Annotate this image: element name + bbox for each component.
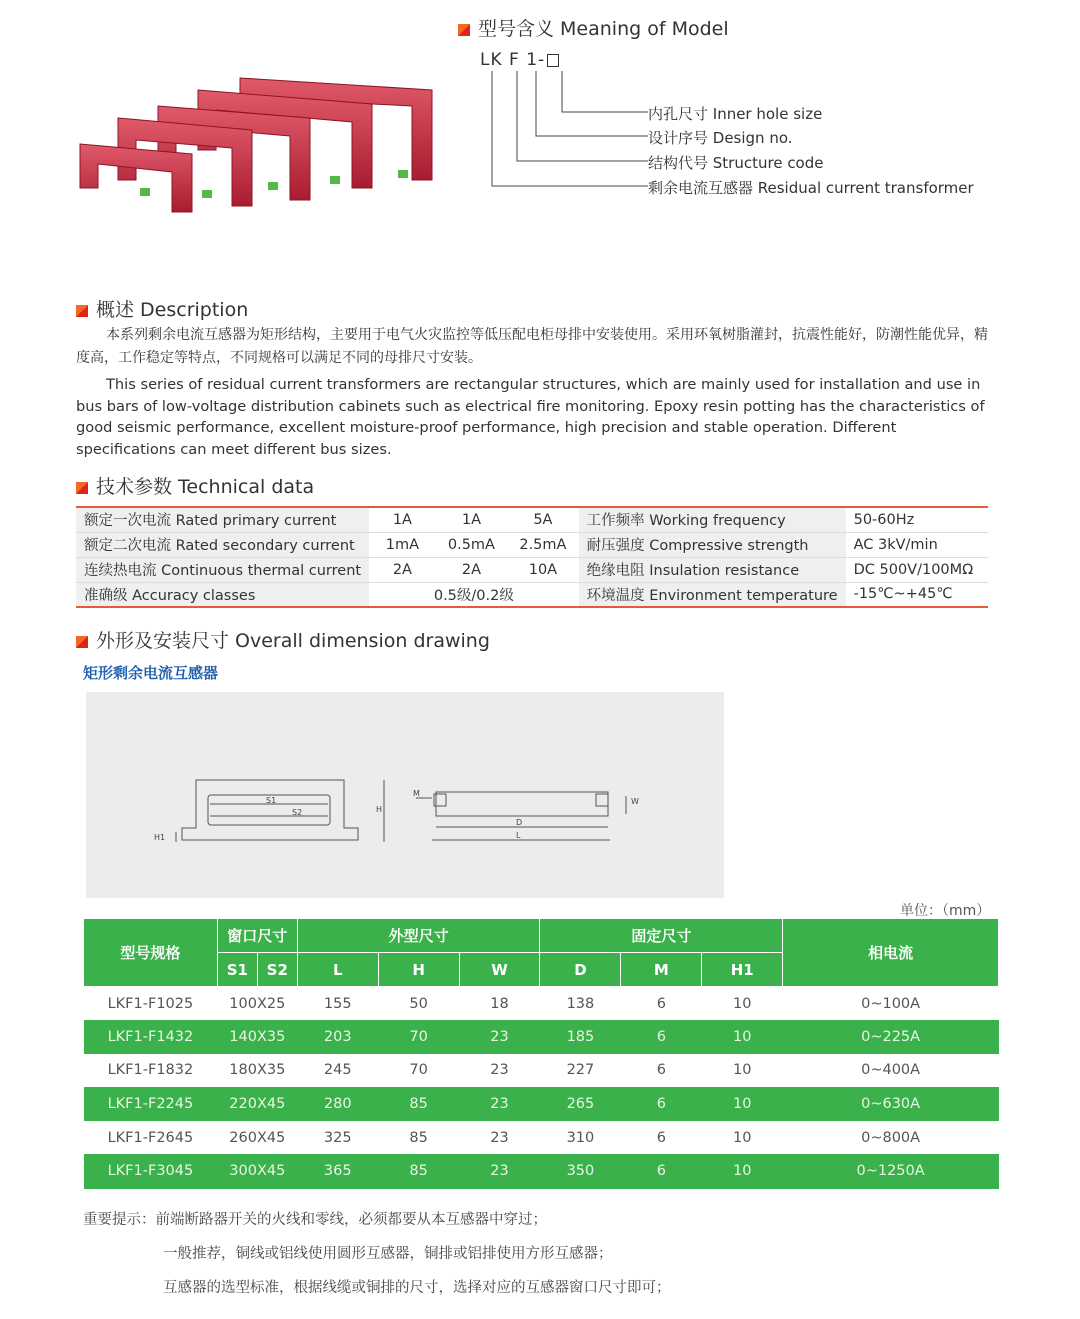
table-row [76,582,988,607]
tech-value: 0.5mA [436,532,507,557]
cell-h: 85 [378,1154,459,1188]
code-part-1: 1 [526,50,539,70]
code-part-lk: LK [480,50,503,70]
technical-data-title: 技术参数 Technical data [96,476,315,498]
cell-d: 227 [540,1054,621,1088]
terminal-block [202,190,212,198]
spec-table [83,918,999,1189]
unit-label: 单位：（mm） [900,903,991,919]
cell-model: LKF1-F2245 [84,1087,218,1121]
tech-value: 5A [507,507,578,532]
dimension-title: 外形及安装尺寸 Overall dimension drawing [96,630,490,652]
code-placeholder-box [547,54,559,67]
tech-label: 环境温度 Environment temperature [579,582,846,607]
cell-m: 6 [621,1020,702,1054]
dimension-heading [76,626,490,653]
terminal-block [140,188,150,196]
description-english: This series of residual current transformers are rectangular structures, which are mainly used for installation and use in bus bars of low-voltage distribution cabinets such as electrical fire monitoring. Epoxy resin potting has the characteristics of good seismic performance, excellent moisture-proof performance, high precision and stable operation. Different specifications can meet different bus sizes. [76,376,985,458]
terminal-block [398,170,408,178]
cell-model: LKF1-F1025 [84,987,218,1021]
tech-value: 50-60Hz [846,507,988,532]
cell-l: 155 [297,987,378,1021]
technical-data-table [76,506,988,608]
cell-current: 0~630A [783,1087,999,1121]
header-fixed: 固定尺寸 [540,919,783,953]
model-legend-lines [480,70,650,195]
tech-value: 2A [369,557,436,582]
header-phase-current: 相电流 [783,919,999,987]
label-h: H [376,805,383,814]
cell-current: 0~1250A [783,1154,999,1188]
tech-label: 额定一次电流 Rated primary current [76,507,369,532]
tech-value: -15℃~+45℃ [846,582,988,607]
header-s1: S1 [217,953,257,987]
cell-m: 6 [621,1087,702,1121]
tech-label: 耐压强度 Compressive strength [579,532,846,557]
terminal-block [330,176,340,184]
cell-d: 310 [540,1121,621,1155]
cell-current: 0~400A [783,1054,999,1088]
code-part-f: F [509,50,520,70]
table-row [84,1054,999,1088]
header-h1: H1 [702,953,783,987]
cell-l: 325 [297,1121,378,1155]
cell-w: 23 [459,1121,540,1155]
table-row [84,1154,999,1188]
table-row [84,987,999,1021]
tech-value: 1A [436,507,507,532]
side-view-right-end [596,794,608,806]
model-meaning-title: 型号含义 Meaning of Model [478,18,729,40]
legend-inner-hole-size: 内孔尺寸 Inner hole size [648,105,823,123]
cell-window: 260X45 [217,1121,297,1155]
cell-m: 6 [621,987,702,1021]
label-s2: S2 [292,808,303,817]
cell-l: 280 [297,1087,378,1121]
cell-w: 23 [459,1020,540,1054]
header-window: 窗口尺寸 [217,919,297,953]
cell-h1: 10 [702,1020,783,1054]
dimension-drawing-svg [86,692,724,898]
note-item: 一般推荐，铜线或铝线使用圆形互感器，铜排或铝排使用方形互感器； [163,1246,613,1262]
cell-window: 180X35 [217,1054,297,1088]
cell-h: 85 [378,1087,459,1121]
tech-value: AC 3kV/min [846,532,988,557]
model-meaning-heading [458,14,729,41]
tech-value: 2.5mA [507,532,578,557]
header-d: D [540,953,621,987]
tech-value: 2A [436,557,507,582]
note-item: 互感器的选型标准，根据线缆或铜排的尺寸，选择对应的互感器窗口尺寸即可； [163,1280,671,1296]
tech-value: 1A [369,507,436,532]
cell-h: 70 [378,1054,459,1088]
cell-h1: 10 [702,1121,783,1155]
cell-d: 350 [540,1154,621,1188]
cell-h: 85 [378,1121,459,1155]
header-m: M [621,953,702,987]
cell-current: 0~800A [783,1121,999,1155]
legend-residual-current-transformer: 剩余电流互感器 Residual current transformer [648,179,974,197]
label-l: L [516,831,521,840]
tech-label: 连续热电流 Continuous thermal current [76,557,369,582]
header-w: W [459,953,540,987]
cell-current: 0~100A [783,987,999,1021]
tech-value: 0.5级/0.2级 [369,582,579,607]
header-l: L [297,953,378,987]
product-image [72,70,442,230]
cell-w: 23 [459,1087,540,1121]
cell-d: 265 [540,1087,621,1121]
header-row [84,919,999,953]
cell-m: 6 [621,1121,702,1155]
header-model: 型号规格 [84,919,218,987]
cell-w: 18 [459,987,540,1021]
cell-w: 23 [459,1054,540,1088]
cell-window: 100X25 [217,987,297,1021]
cell-model: LKF1-F1832 [84,1054,218,1088]
legend-design-no: 设计序号 Design no. [648,129,793,147]
cell-window: 220X45 [217,1087,297,1121]
description-heading [76,295,248,322]
terminal-block [268,182,278,190]
cell-model: LKF1-F3045 [84,1154,218,1188]
square-bullet-icon [458,24,470,36]
header-s2: S2 [257,953,297,987]
legend-structure-code: 结构代号 Structure code [648,154,824,172]
table-row [76,507,988,532]
tech-value: 10A [507,557,578,582]
table-row [84,1121,999,1155]
cell-l: 203 [297,1020,378,1054]
code-part-dash: - [538,50,546,70]
square-bullet-icon [76,636,88,648]
table-row [76,557,988,582]
header-h: H [378,953,459,987]
cell-current: 0~225A [783,1020,999,1054]
label-h1: H1 [154,833,166,842]
cell-w: 23 [459,1154,540,1188]
cell-window: 300X45 [217,1154,297,1188]
tech-value: 1mA [369,532,436,557]
table-row [84,1020,999,1054]
technical-data-heading [76,472,314,499]
tech-label: 工作频率 Working frequency [579,507,846,532]
label-w: W [631,797,639,806]
cell-m: 6 [621,1154,702,1188]
cell-h1: 10 [702,987,783,1021]
cell-h1: 10 [702,1087,783,1121]
cell-h1: 10 [702,1054,783,1088]
cell-h1: 10 [702,1154,783,1188]
label-d: D [516,818,523,827]
dimension-subtitle: 矩形剩余电流互感器 [83,664,219,682]
cell-window: 140X35 [217,1020,297,1054]
tech-label: 绝缘电阻 Insulation resistance [579,557,846,582]
cell-d: 138 [540,987,621,1021]
label-s1: S1 [266,796,277,805]
tech-label: 准确级 Accuracy classes [76,582,369,607]
cell-h: 70 [378,1020,459,1054]
note-item: 重要提示：前端断路器开关的火线和零线，必须都要从本互感器中穿过； [83,1212,547,1228]
cell-model: LKF1-F1432 [84,1020,218,1054]
cell-l: 245 [297,1054,378,1088]
square-bullet-icon [76,305,88,317]
tech-label: 额定二次电流 Rated secondary current [76,532,369,557]
model-code [480,50,559,70]
important-notes [83,1203,671,1305]
header-outline: 外型尺寸 [297,919,540,953]
label-m: M [413,789,420,798]
table-row [84,1087,999,1121]
tech-value: DC 500V/100MΩ [846,557,988,582]
description-title: 概述 Description [96,299,249,321]
table-row [76,532,988,557]
cell-h: 50 [378,987,459,1021]
cell-m: 6 [621,1054,702,1088]
side-view-outline [436,792,608,816]
cell-d: 185 [540,1020,621,1054]
cell-model: LKF1-F2645 [84,1121,218,1155]
description-chinese: 本系列剩余电流互感器为矩形结构，主要用于电气火灾监控等低压配电柜母排中安装使用。采用环氧树脂灌封，抗震性能好，防潮性能优异，精度高，工作稳定等特点，不同规格可以满足不同的母排尺寸安装。 [76,327,988,366]
cell-l: 365 [297,1154,378,1188]
square-bullet-icon [76,482,88,494]
dimension-drawing [86,692,724,898]
